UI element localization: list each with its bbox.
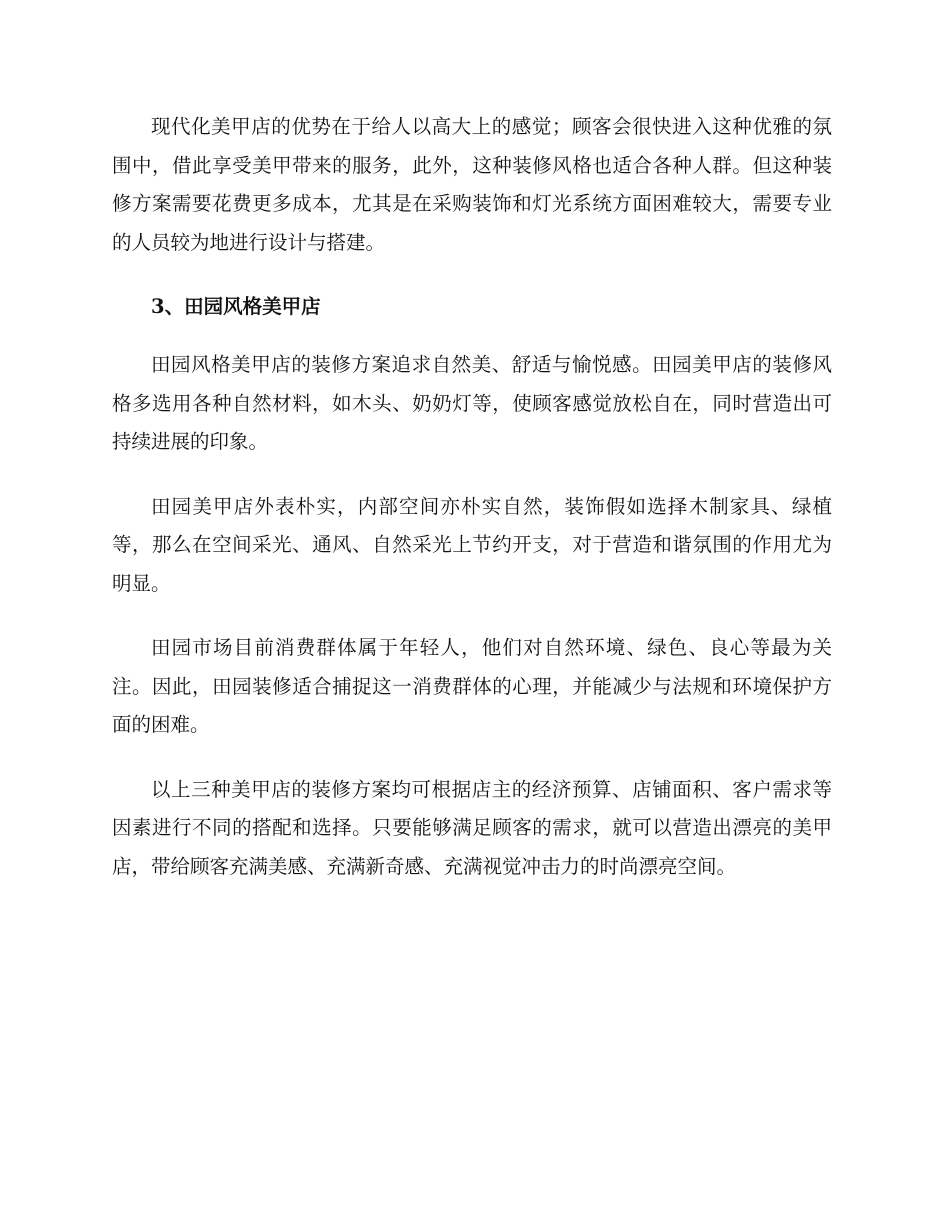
paragraph-pastoral-market: 田园市场目前消费群体属于年轻人，他们对自然环境、绿色、良心等最为关注。因此，田园装修适合捕捉这一消费群体的心理，并能减少与法规和环境保护方面的困难。	[112, 636, 832, 736]
paragraph-modern-advantages: 现代化美甲店的优势在于给人以高大上的感觉；顾客会很快进入这种优雅的氛围中，借此享受美甲带来的服务，此外，这种装修风格也适合各种人群。但这种装修方案需要花费更多成本，尤其是在采购装饰和灯光系统方面困难较大，需要专业的人员较为地进行设计与搭建。	[112, 115, 832, 254]
paragraph-pastoral-interior: 田园美甲店外表朴实，内部空间亦朴实自然，装饰假如选择木制家具、绿植等，那么在空间采光、通风、自然采光上节约开支，对于营造和谐氛围的作用尤为明显。	[112, 494, 832, 595]
section-heading-pastoral-style: 3、田园风格美甲店	[151, 295, 321, 318]
paragraph-conclusion: 以上三种美甲店的装修方案均可根据店主的经济预算、店铺面积、客户需求等因素进行不同的搭配和选择。只要能够满足顾客的需求，就可以营造出漂亮的美甲店，带给顾客充满美感、充满新奇感、充满视觉冲击力的时尚漂亮空间。	[112, 777, 832, 878]
document-page	[112, 108, 832, 912]
paragraph-pastoral-intro: 田园风格美甲店的装修方案追求自然美、舒适与愉悦感。田园美甲店的装修风格多选用各种自然材料，如木头、奶奶灯等，使顾客感觉放松自在，同时营造出可持续进展的印象。	[112, 353, 832, 453]
